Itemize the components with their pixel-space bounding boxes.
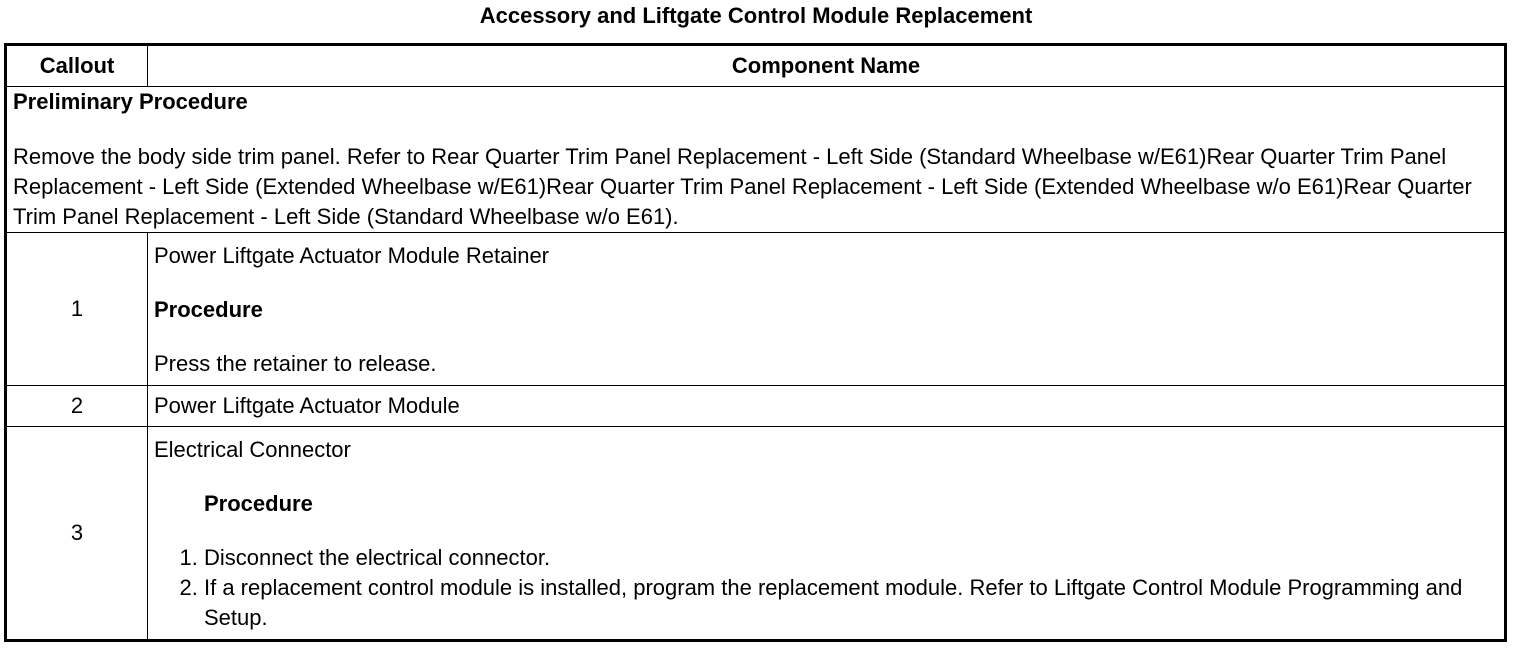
procedure-steps [154,543,1498,633]
preliminary-cell [6,87,1506,233]
document-title: Accessory and Liftgate Control Module Replacement [479,3,1033,28]
preliminary-heading: Preliminary Procedure [13,89,248,114]
preliminary-row [6,87,1506,233]
procedure-heading: Procedure [154,297,263,322]
component-cell [148,427,1506,641]
procedure-heading: Procedure [204,491,313,516]
preliminary-text: Remove the body side trim panel. Refer to Rear Quarter Trim Panel Replacement - Left Side (Standard Wheelbase w/E61)Rear Quarter Trim Panel Replacement - Left Side (Extended Wheelbase w/E61)Rear Quarter Trim Panel Replacement - Left Side (Extended Wheelbase w/o E61)Rear Quarter Trim Panel Replacement - Left Side (Standard Wheelbase w/o E61). [13,144,1472,229]
component-name: Power Liftgate Actuator Module Retainer [154,243,550,268]
callout-number: 2 [6,386,148,427]
procedure-step: 1. Disconnect the electrical connector. [204,543,1498,573]
table-row [6,233,1506,386]
component-cell [148,233,1506,386]
component-name: Electrical Connector [154,437,351,462]
callout-header: Callout [6,45,148,87]
procedure-text: Press the retainer to release. [154,351,437,376]
procedure-step: 2. If a replacement control module is installed, program the replacement module. Refer to Liftgate Control Module Programming and Setup. [204,573,1498,633]
header-row [6,45,1506,87]
callout-number: 3 [6,427,148,641]
replacement-table [4,43,1507,642]
table-row [6,386,1506,427]
component-name: Power Liftgate Actuator Module [148,386,1506,427]
callout-number: 1 [6,233,148,386]
component-name-header: Component Name [148,45,1506,87]
table-row [6,427,1506,641]
